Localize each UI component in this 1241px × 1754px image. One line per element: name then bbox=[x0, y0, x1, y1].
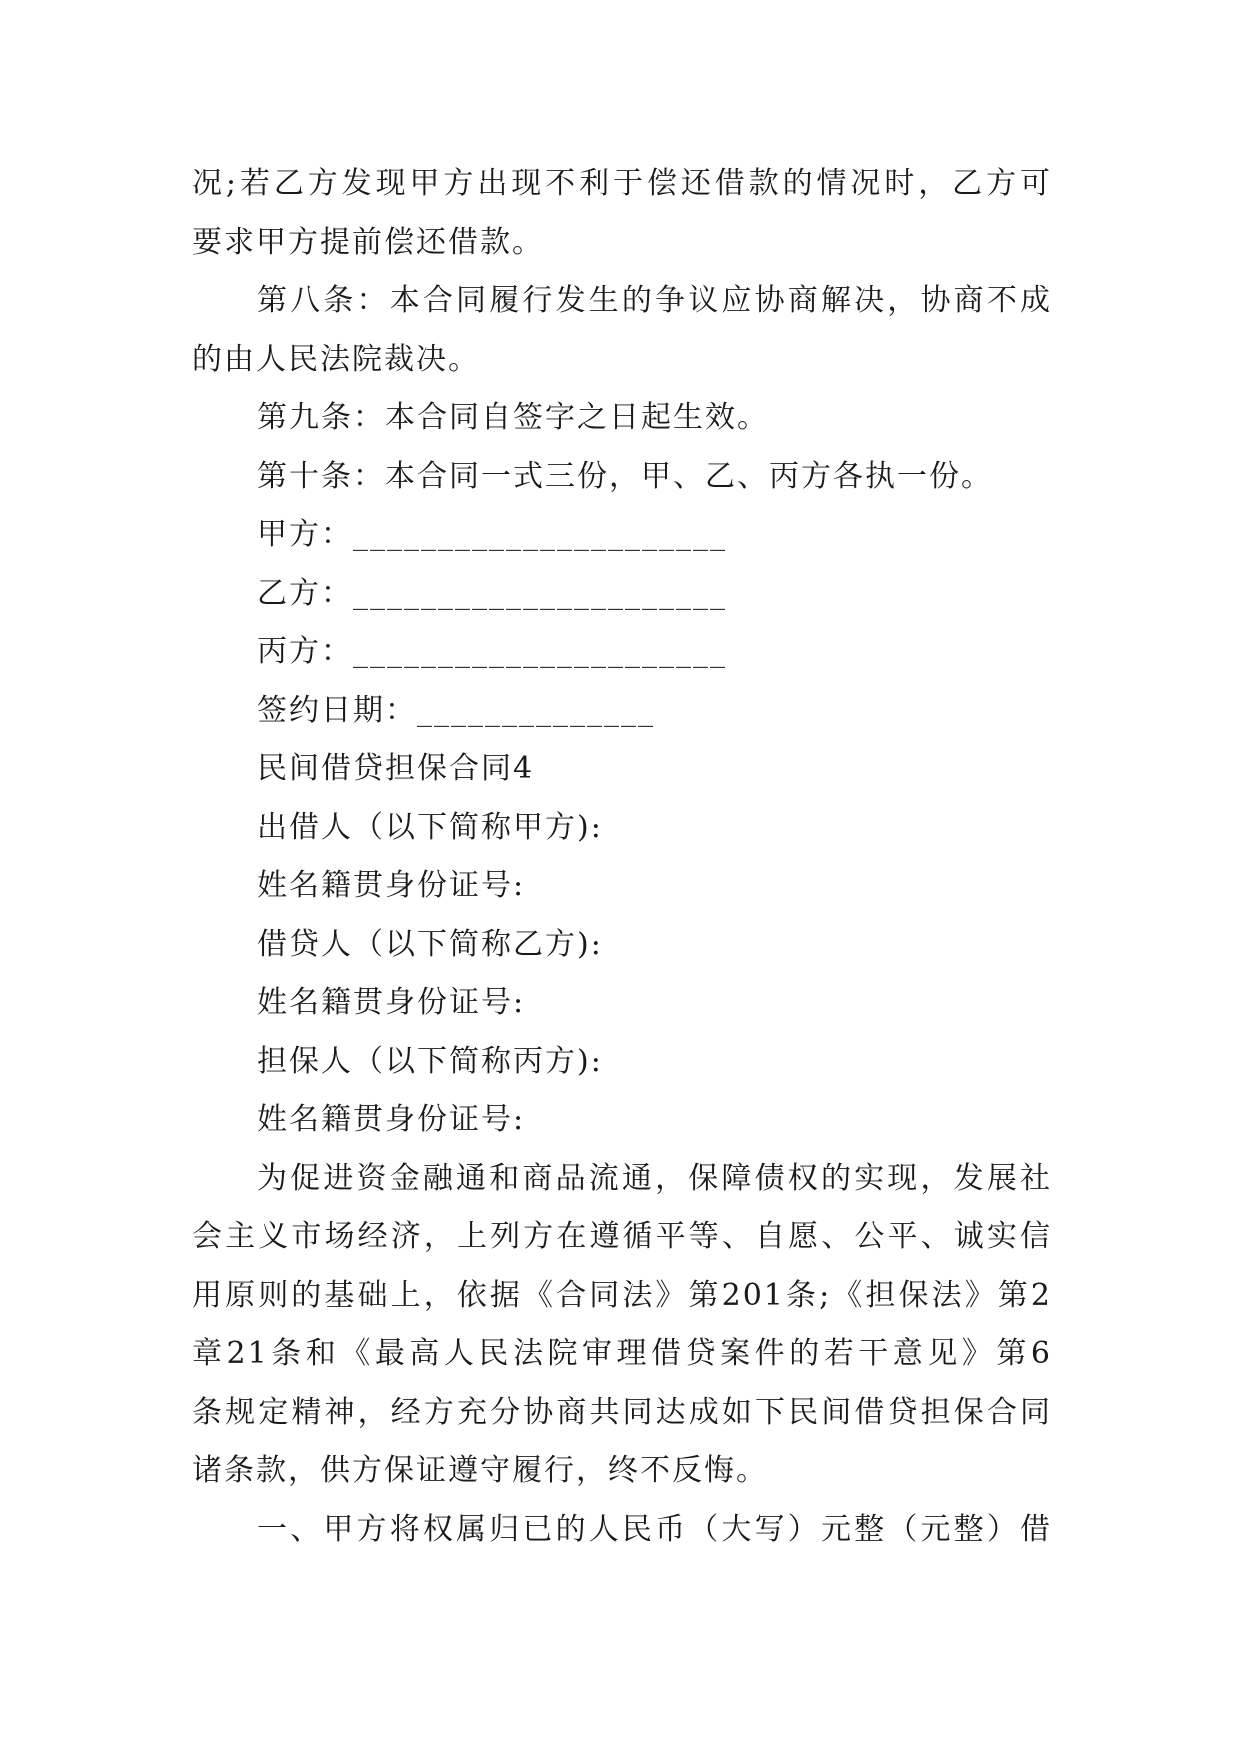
preamble-line: 用原则的基础上，依据《合同法》第201条;《担保法》第2 bbox=[192, 1277, 1052, 1313]
signature-label: 甲方： bbox=[257, 517, 353, 552]
text-line: 况;若乙方发现甲方出现不利于偿还借款的情况时，乙方可 bbox=[192, 166, 1052, 201]
signature-label: 乙方： bbox=[257, 575, 353, 611]
signature-label: 丙方： bbox=[257, 634, 353, 669]
signature-blank: ______________________ bbox=[353, 634, 727, 669]
preamble-line: 为促进资金融通和商品流通，保障债权的实现，发展社 bbox=[257, 1160, 1052, 1196]
preamble-line: 条规定精神，经方充分协商共同达成如下民间借贷担保合同 bbox=[192, 1394, 1052, 1430]
signature-party-b bbox=[192, 565, 1052, 624]
text-line: 要求甲方提前偿还借款。 bbox=[192, 224, 544, 260]
guarantor-id-label: 姓名籍贯身份证号: bbox=[257, 1102, 526, 1137]
contract-title: 民间借贷担保合同4 bbox=[257, 751, 535, 786]
signing-date-blank: ______________ bbox=[417, 692, 655, 728]
signature-blank: ______________________ bbox=[353, 575, 727, 611]
lender-id-label: 姓名籍贯身份证号: bbox=[257, 868, 526, 903]
article-10: 第十条：本合同一式三份，甲、乙、丙方各执一份。 bbox=[257, 458, 993, 494]
preamble-line: 章21条和《最高人民法院审理借贷案件的若干意见》第6 bbox=[192, 1336, 1052, 1371]
signature-blank: ______________________ bbox=[353, 517, 727, 552]
clause-1: 一、甲方将权属归已的人民币（大写）元整（元整）借 bbox=[257, 1511, 1052, 1547]
preamble-line: 诸条款，供方保证遵守履行，终不反悔。 bbox=[192, 1453, 768, 1488]
text-line: 的由人民法院裁决。 bbox=[192, 341, 480, 377]
article-8: 第八条：本合同履行发生的争议应协商解决，协商不成 bbox=[257, 283, 1052, 318]
signing-date-label: 签约日期： bbox=[257, 692, 417, 728]
borrower-label: 借贷人（以下简称乙方): bbox=[257, 926, 603, 962]
signature-party-a bbox=[192, 506, 1052, 565]
signing-date bbox=[192, 682, 1052, 741]
signature-party-c bbox=[192, 623, 1052, 682]
lender-label: 出借人（以下简称甲方): bbox=[257, 809, 603, 845]
article-9: 第九条：本合同自签字之日起生效。 bbox=[257, 400, 769, 435]
borrower-id-label: 姓名籍贯身份证号: bbox=[257, 985, 526, 1020]
guarantor-label: 担保人（以下简称丙方): bbox=[257, 1043, 603, 1079]
preamble-line: 会主义市场经济，上列方在遵循平等、自愿、公平、诚实信 bbox=[192, 1219, 1052, 1254]
document-body bbox=[192, 155, 1052, 1559]
